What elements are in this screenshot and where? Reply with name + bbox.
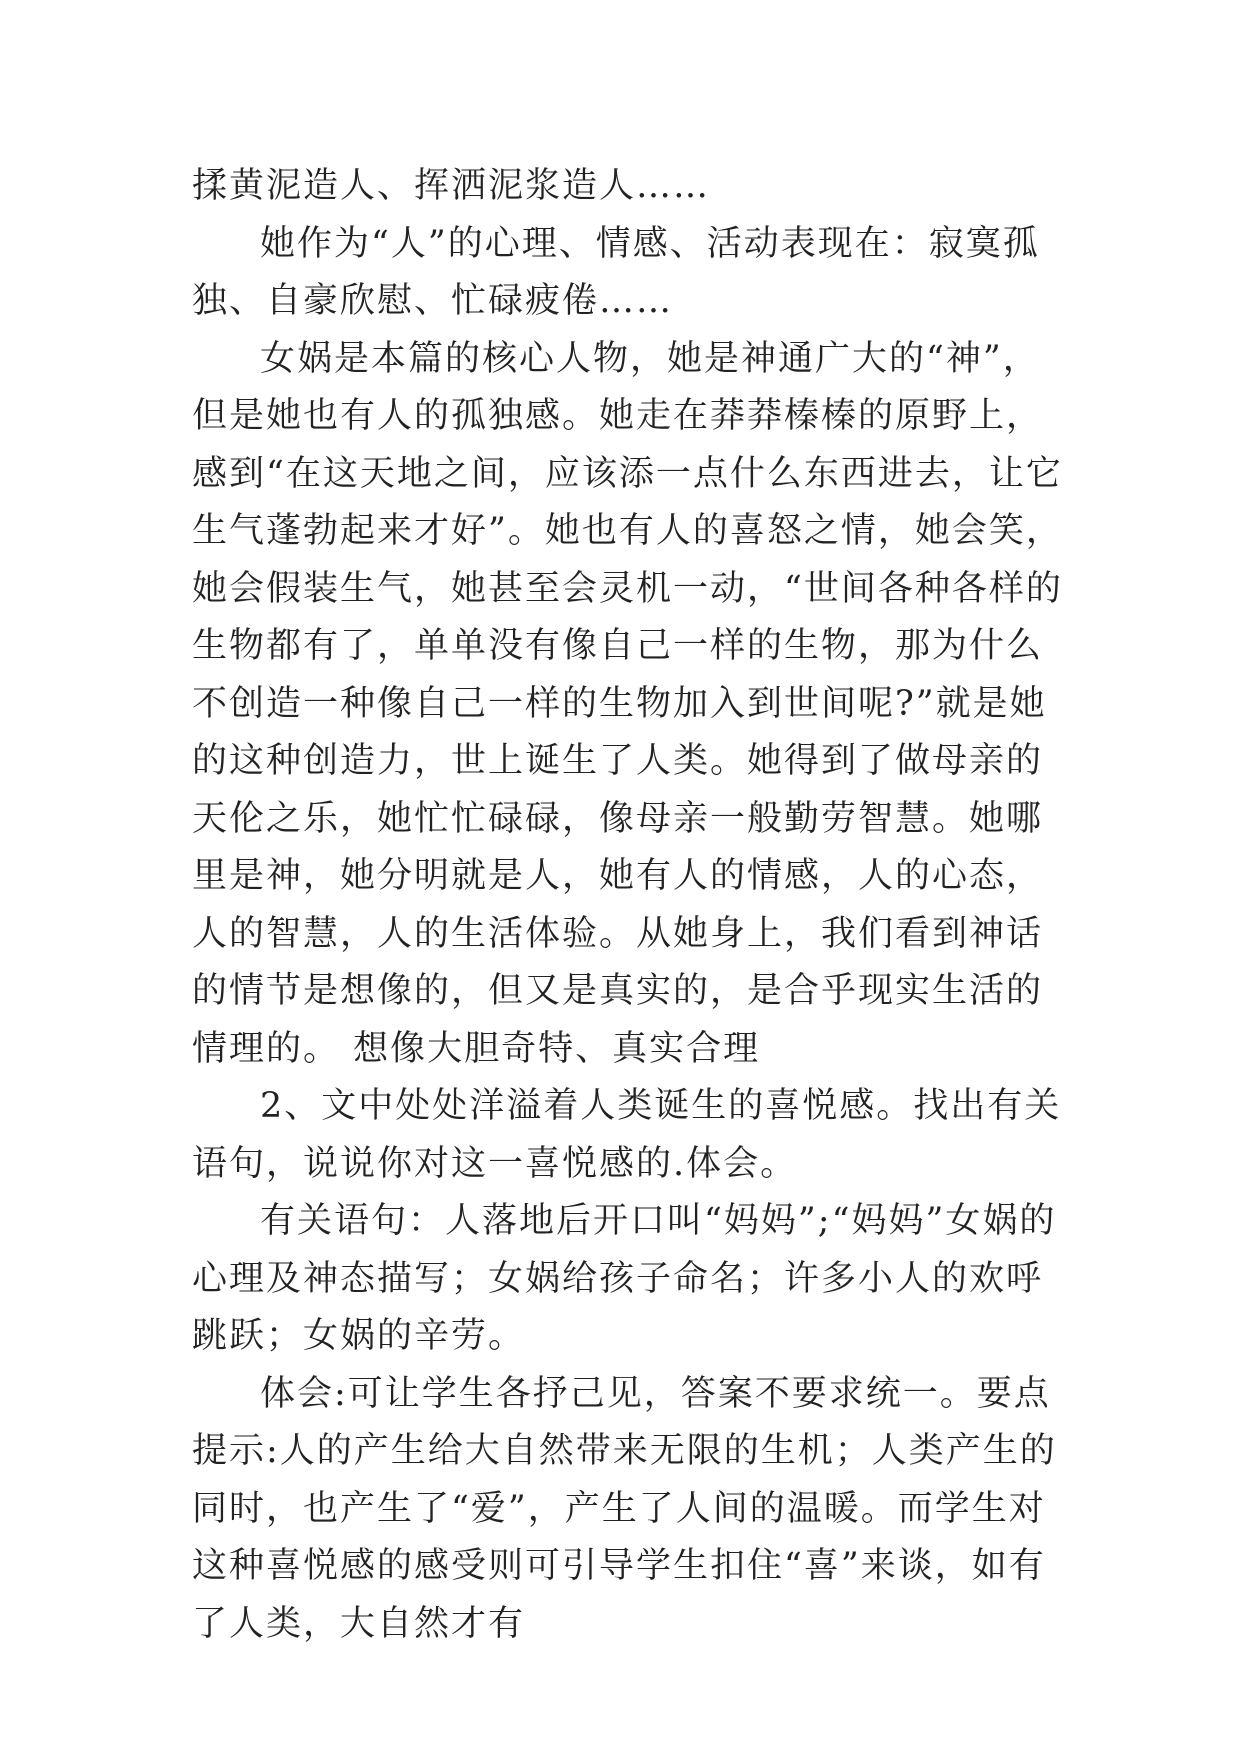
- paragraph-5: 有关语句：人落地后开口叫“妈妈”;“妈妈”女娲的心理及神态描写；女娲给孩子命名；许多小人的欢呼跳跃；女娲的辛劳。: [192, 1201, 1057, 1356]
- paragraph-1: 揉黄泥造人、挥洒泥浆造人……: [192, 166, 711, 206]
- paragraph-6: 体会:可让学生各抒己见，答案不要求统一。要点提示:人的产生给大自然带来无限的生机；人类产生的同时，也产生了“爱”，产生了人间的温暖。而学生对这种喜悦感的感受则可引导学生扣住“喜”来谈，如有了人类，大自然才有: [192, 1373, 1057, 1644]
- paragraph-4: 2、文中处处洋溢着人类诞生的喜悦感。找出有关语句，说说你对这一喜悦感的.体会。: [192, 1086, 1062, 1184]
- paragraph-2: 她作为“人”的心理、情感、活动表现在：寂寞孤独、自豪欣慰、忙碌疲倦……: [192, 223, 1040, 321]
- document-body: [192, 158, 1064, 1653]
- paragraph-3: 女娲是本篇的核心人物，她是神通广大的“神”，但是她也有人的孤独感。她走在莽莽榛榛的原野上，感到“在这天地之间，应该添一点什么东西进去，让它生气蓬勃起来才好”。她也有人的喜怒之情，她会笑，她会假装生气，她甚至会灵机一动，“世间各种各样的生物都有了，单单没有像自己一样的生物，那为什么不创造一种像自己一样的生物加入到世间呢?”就是她的这种创造力，世上诞生了人类。她得到了做母亲的天伦之乐，她忙忙碌碌，像母亲一般勤劳智慧。她哪里是神，她分明就是人，她有人的情感，人的心态，人的智慧，人的生活体验。从她身上，我们看到神话的情节是想像的，但又是真实的，是合乎现实生活的情理的。 想像大胆奇特、真实合理: [192, 338, 1063, 1069]
